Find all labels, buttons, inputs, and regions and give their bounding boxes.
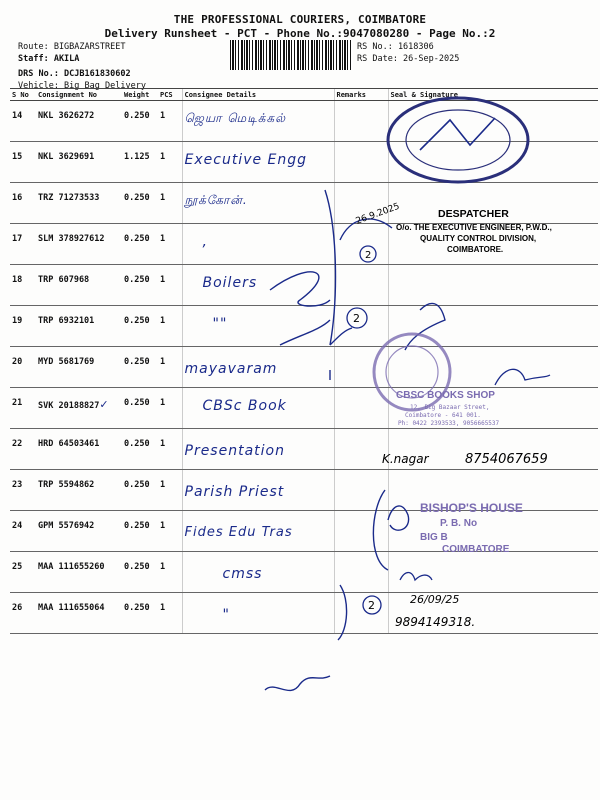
row-consignee: நூக்கோன். — [182, 183, 334, 224]
date-note: 26.9.2025 — [354, 201, 402, 227]
row-consignee: , — [182, 224, 334, 265]
col-header-weight: Weight — [122, 89, 158, 101]
vehicle-label: Vehicle: Big Bag Delivery — [18, 81, 146, 91]
row-consignment: MAA 111655260 — [36, 552, 122, 593]
col-header-pcs: PCS — [158, 89, 182, 101]
row-consignment: SLM 378927612 — [36, 224, 122, 265]
row-sno: 19 — [10, 306, 36, 347]
row-sno: 24 — [10, 511, 36, 552]
row-sno: 20 — [10, 347, 36, 388]
row-pcs: 1 — [158, 511, 182, 552]
row-consignment: GPM 5576942 — [36, 511, 122, 552]
row-weight: 0.250 — [122, 224, 158, 265]
despatcher-stamp — [396, 208, 552, 254]
row-consignment: NKL 3629691 — [36, 142, 122, 183]
row-pcs: 1 — [158, 101, 182, 142]
cbsc-line2: 12, Big Bazaar Street, — [410, 404, 490, 411]
phone-note-2: 9894149318. — [395, 615, 476, 629]
row-pcs: 1 — [158, 183, 182, 224]
row-consignee: Executive Engg — [182, 142, 334, 183]
row-weight: 0.250 — [122, 265, 158, 306]
row-weight: 1.125 — [122, 142, 158, 183]
row-sno: 26 — [10, 593, 36, 634]
row-sno: 15 — [10, 142, 36, 183]
row-pcs: 1 — [158, 429, 182, 470]
cbsc-stamp — [374, 334, 500, 427]
col-header-consignment: Consignment No — [36, 89, 122, 101]
row-weight: 0.250 — [122, 101, 158, 142]
signature-cbsc — [495, 369, 550, 385]
row-sno: 22 — [10, 429, 36, 470]
row-consignee: Fides Edu Tras — [182, 511, 334, 552]
staff-label: Staff: AKILA — [18, 54, 80, 64]
row-weight: 0.250 — [122, 347, 158, 388]
knagar-note: K.nagar — [382, 452, 429, 466]
cbsc-line1: CBSC BOOKS SHOP — [396, 390, 495, 401]
col-header-remarks: Remarks — [334, 89, 388, 101]
row-pcs: 1 — [158, 470, 182, 511]
row-consignment-text: SVK 20188827 — [38, 401, 100, 411]
row-weight: 0.250 — [122, 306, 158, 347]
row-sno: 18 — [10, 265, 36, 306]
row-sno: 17 — [10, 224, 36, 265]
col-header-signature: Seal & Signature — [388, 89, 598, 101]
row-pcs: 1 — [158, 224, 182, 265]
row-weight: 0.250 — [122, 511, 158, 552]
count-a: 2 — [365, 250, 372, 261]
route-label: Route: BIGBAZARSTREET — [18, 42, 126, 52]
despatcher-line1: O/o. THE EXECUTIVE ENGINEER, P.W.D., — [396, 223, 552, 232]
row-pcs: 1 — [158, 552, 182, 593]
despatcher-line2: QUALITY CONTROL DIVISION, — [420, 234, 537, 243]
row-pcs: 1 — [158, 347, 182, 388]
row-pcs: 1 — [158, 142, 182, 183]
row-pcs: 1 — [158, 593, 182, 634]
bishops-line3: BIG B — [420, 532, 448, 543]
col-header-consignee: Consignee Details — [182, 89, 334, 101]
row-pcs: 1 — [158, 265, 182, 306]
row-weight: 0.250 — [122, 429, 158, 470]
row-weight: 0.250 — [122, 552, 158, 593]
row-sno: 25 — [10, 552, 36, 593]
rs-no-label: RS No.: 1618306 — [357, 42, 434, 52]
bishops-house-stamp — [420, 501, 523, 555]
count-b: 2 — [353, 312, 360, 325]
row-consignment: TRP 607968 — [36, 265, 122, 306]
cbsc-line3: Coimbatore - 641 001. — [405, 412, 481, 419]
rs-date-label: RS Date: 26-Sep-2025 — [357, 54, 460, 64]
despatcher-title: DESPATCHER — [438, 208, 509, 220]
row-weight: 0.250 — [122, 388, 158, 429]
round-stamp-top — [388, 98, 528, 182]
row-sno: 14 — [10, 101, 36, 142]
drs-label: DRS No.: DCJB161830602 — [18, 69, 131, 79]
row-consignment: TRZ 71273533 — [36, 183, 122, 224]
row-consignee: "" — [182, 306, 334, 347]
row-sno: 21 — [10, 388, 36, 429]
row-weight: 0.250 — [122, 593, 158, 634]
row-pcs: 1 — [158, 306, 182, 347]
row-consignee: mayavaram — [182, 347, 334, 388]
row-sno: 23 — [10, 470, 36, 511]
col-header-sno: S No — [10, 89, 36, 101]
bishops-line1: BISHOP'S HOUSE — [420, 501, 523, 515]
phone-note-1: 8754067659 — [465, 452, 548, 467]
date-note-2: 26/09/25 — [410, 593, 460, 606]
runsheet-subtitle: Delivery Runsheet - PCT - Phone No.:9047080280 - Page No.:2 — [104, 27, 496, 40]
row-consignment: NKL 3626272 — [36, 101, 122, 142]
row-consignment: MAA 111655064 — [36, 593, 122, 634]
cbsc-line4: Ph: 0422 2393533, 9056665537 — [398, 420, 500, 427]
row-consignee: Presentation — [182, 429, 334, 470]
row-consignee: Boilers — [182, 265, 334, 306]
row-consignment: MYD 5681769 — [36, 347, 122, 388]
row-weight: 0.250 — [122, 470, 158, 511]
row-consignee: CBSc Book — [182, 388, 334, 429]
row-sno: 16 — [10, 183, 36, 224]
row-weight: 0.250 — [122, 183, 158, 224]
check-mark: ✓ — [99, 398, 109, 411]
row-consignment: TRP 6932101 — [36, 306, 122, 347]
bishops-line2: P. B. No — [440, 518, 478, 529]
row-consignment: TRP 5594862 — [36, 470, 122, 511]
row-consignee: cmss — [182, 552, 334, 593]
row-consignee: ஜெயா மெடிக்கல் — [182, 101, 334, 142]
row-consignee: Parish Priest — [182, 470, 334, 511]
count-c: 2 — [368, 599, 375, 612]
signature-cmss — [400, 573, 432, 581]
bishops-line4: COIMBATORE — [442, 544, 510, 555]
company-title: THE PROFESSIONAL COURIERS, COIMBATORE — [173, 13, 427, 26]
row-pcs: 1 — [158, 388, 182, 429]
despatcher-line3: COIMBATORE. — [447, 245, 504, 254]
row-consignee: " — [182, 593, 334, 634]
row-consignment: HRD 64503461 — [36, 429, 122, 470]
